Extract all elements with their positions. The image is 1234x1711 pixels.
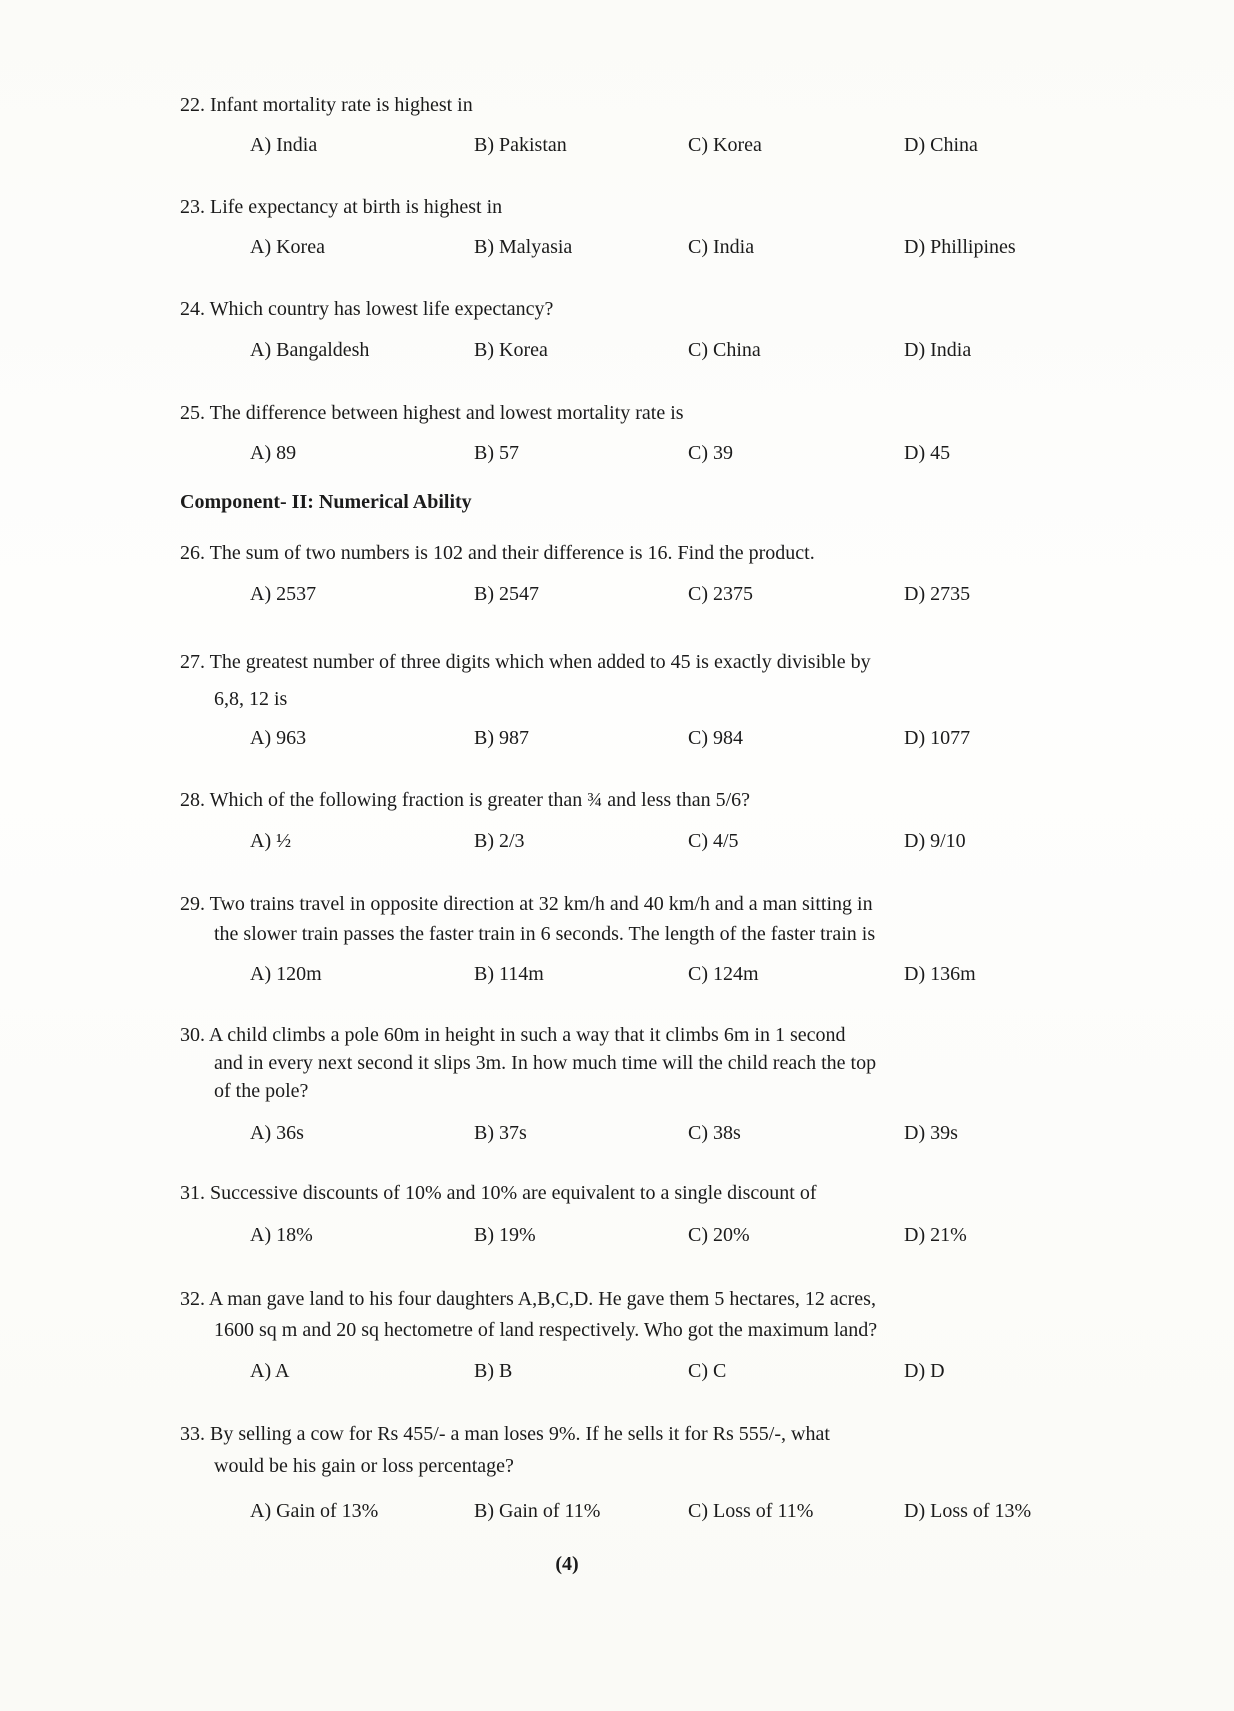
question-number: 26.: [180, 542, 205, 564]
option-d: D) 9/10: [904, 830, 966, 852]
option-b: B) Malyasia: [474, 236, 573, 258]
option-a: A) 963: [250, 727, 307, 749]
option-c: C) Korea: [688, 134, 762, 156]
question-24: [180, 296, 1025, 323]
question-29: [180, 889, 1025, 949]
question-number: 28.: [180, 789, 205, 811]
question-text: The sum of two numbers is 102 and their difference is 16. Find the product.: [209, 542, 815, 564]
options-29: [250, 960, 1090, 988]
option-b: B) 19%: [474, 1224, 536, 1246]
option-a: A) 2537: [250, 583, 317, 605]
option-a: A) 89: [250, 442, 297, 464]
option-c: C) C: [688, 1360, 727, 1382]
option-b: B) 2/3: [474, 830, 525, 852]
question-text: A child climbs a pole 60m in height in such a way that it climbs 6m in 1 second: [208, 1024, 846, 1046]
question-25: [180, 400, 1025, 427]
option-c: C) 984: [688, 727, 743, 749]
question-text-continued: of the pole?: [214, 1080, 309, 1102]
option-a: A) 120m: [250, 963, 322, 985]
question-text: Life expectancy at birth is highest in: [210, 196, 503, 218]
option-c: C) 4/5: [688, 830, 739, 852]
section-heading: Component- II: Numerical Ability: [180, 491, 472, 513]
question-number: 29.: [180, 893, 205, 915]
option-d: D) 21%: [904, 1224, 967, 1246]
question-23: [180, 194, 1025, 221]
question-text-continued: would be his gain or loss percentage?: [214, 1455, 514, 1477]
question-text: The greatest number of three digits which when added to 45 is exactly divisible by: [209, 651, 871, 673]
option-b: B) 114m: [474, 963, 544, 985]
question-number: 22.: [180, 94, 205, 116]
question-text-continued: and in every next second it slips 3m. In how much time will the child reach the top: [214, 1052, 877, 1074]
option-d: D) 39s: [904, 1122, 958, 1144]
question-number: 23.: [180, 196, 205, 218]
option-c: C) 20%: [688, 1224, 750, 1246]
question-number: 24.: [180, 298, 205, 320]
question-text: By selling a cow for Rs 455/- a man loses 9%. If he sells it for Rs 555/-, what: [210, 1423, 830, 1445]
option-c: C) 38s: [688, 1122, 741, 1144]
question-number: 33.: [180, 1423, 205, 1445]
option-d: D) China: [904, 134, 978, 156]
options-25: [250, 439, 1090, 467]
option-a: A) Bangaldesh: [250, 339, 370, 361]
option-b: B) 987: [474, 727, 529, 749]
question-33: [180, 1418, 1025, 1482]
question-32: [180, 1284, 1025, 1346]
question-text: Two trains travel in opposite direction at 32 km/h and 40 km/h and a man sitting in: [209, 893, 873, 915]
question-text-continued: 1600 sq m and 20 sq hectometre of land respectively. Who got the maximum land?: [214, 1319, 878, 1341]
option-b: B) Korea: [474, 339, 548, 361]
option-b: B) 57: [474, 442, 519, 464]
option-d: D) D: [904, 1360, 945, 1382]
option-d: D) 1077: [904, 727, 971, 749]
options-22: [250, 131, 1090, 159]
question-text: Successive discounts of 10% and 10% are equivalent to a single discount of: [210, 1182, 817, 1204]
page-number: (4): [555, 1553, 579, 1575]
option-d: D) Phillipines: [904, 236, 1016, 258]
option-c: C) 2375: [688, 583, 753, 605]
question-number: 31.: [180, 1182, 205, 1204]
option-a: A) Korea: [250, 236, 325, 258]
question-number: 30.: [180, 1024, 205, 1046]
option-b: B) Pakistan: [474, 134, 567, 156]
options-28: [250, 827, 1090, 855]
option-c: C) 124m: [688, 963, 759, 985]
question-text: Infant mortality rate is highest in: [210, 94, 473, 116]
options-33: [250, 1497, 1090, 1525]
option-d: D) 2735: [904, 583, 971, 605]
option-b: B) 2547: [474, 583, 539, 605]
option-c: C) India: [688, 236, 755, 258]
option-a: A) Gain of 13%: [250, 1500, 379, 1522]
question-27: [180, 644, 1025, 718]
options-31: [250, 1221, 1090, 1249]
option-a: A) A: [250, 1360, 290, 1382]
option-b: B) B: [474, 1360, 513, 1382]
option-d: D) 136m: [904, 963, 976, 985]
option-b: B) Gain of 11%: [474, 1500, 601, 1522]
question-22: [180, 92, 1025, 119]
question-text: Which country has lowest life expectancy?: [209, 298, 554, 320]
question-28: [180, 787, 1025, 814]
options-26: [250, 580, 1090, 608]
question-text: A man gave land to his four daughters A,B,C,D. He gave them 5 hectares, 12 acres,: [208, 1288, 876, 1310]
options-23: [250, 233, 1090, 261]
options-27: [250, 724, 1090, 752]
question-number: 32.: [180, 1288, 205, 1310]
options-32: [250, 1357, 1090, 1385]
option-a: A) India: [250, 134, 318, 156]
question-text-continued: the slower train passes the faster train in 6 seconds. The length of the faster train is: [214, 923, 876, 945]
option-c: C) China: [688, 339, 761, 361]
options-24: [250, 336, 1090, 364]
question-31: [180, 1180, 1025, 1207]
option-d: D) 45: [904, 442, 951, 464]
option-b: B) 37s: [474, 1122, 527, 1144]
question-number: 25.: [180, 402, 205, 424]
question-text: Which of the following fraction is greater than ¾ and less than 5/6?: [209, 789, 751, 811]
question-30: [180, 1021, 1025, 1105]
question-text: The difference between highest and lowest mortality rate is: [209, 402, 684, 424]
question-number: 27.: [180, 651, 205, 673]
option-d: D) India: [904, 339, 972, 361]
option-a: A) 18%: [250, 1224, 313, 1246]
option-c: C) Loss of 11%: [688, 1500, 814, 1522]
option-d: D) Loss of 13%: [904, 1500, 1032, 1522]
options-30: [250, 1119, 1090, 1147]
question-26: [180, 540, 1025, 567]
option-a: A) ½: [250, 830, 292, 852]
question-text-continued: 6,8, 12 is: [214, 688, 288, 710]
option-c: C) 39: [688, 442, 733, 464]
option-a: A) 36s: [250, 1122, 304, 1144]
